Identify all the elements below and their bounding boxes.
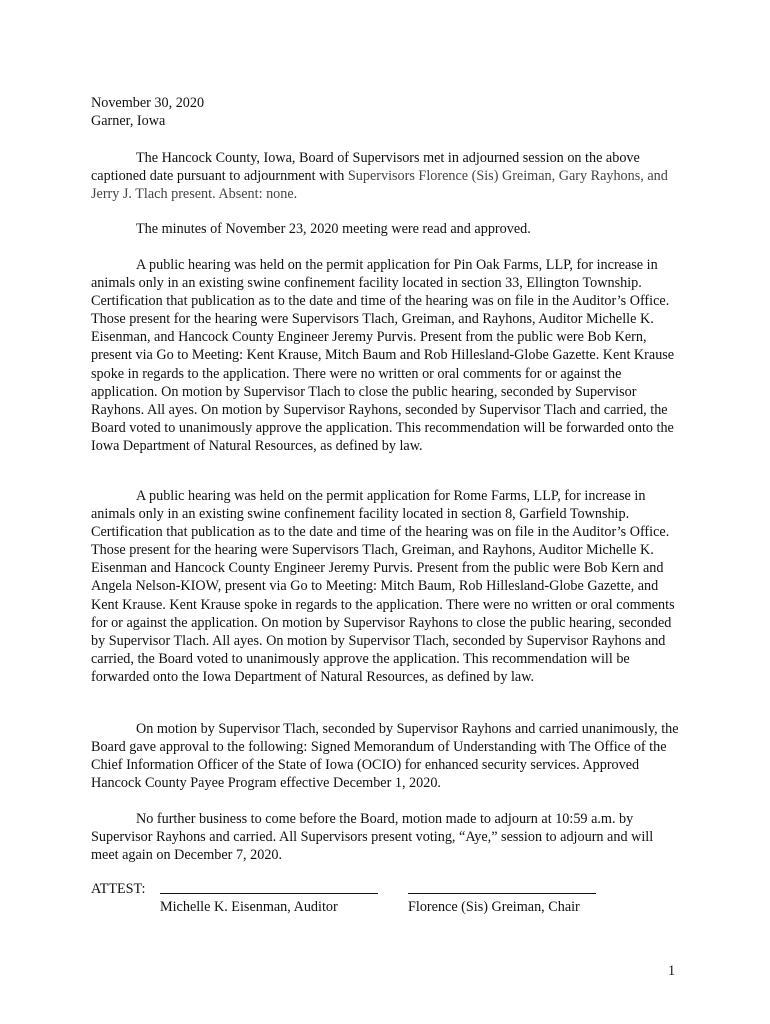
chair-name: Florence (Sis) Greiman, Chair: [408, 899, 580, 915]
opening-text: The Hancock County, Iowa, Board of Supervisors met in adjourned session on the above captioned date pursuant to adjournment with: [91, 150, 640, 185]
pin-oak-hearing-paragraph: A public hearing was held on the permit application for Pin Oak Farms, LLP, for increase in animals only in an existing swine confinement facility located in section 33, Ellington Township. Certification that publication as to the date and time of the hearing was on file in the Auditor’s Office. Those present for the hearing were Supervisors Tlach, Greiman, and Rayhons, Auditor Michelle K. Eisenman, and Hancock County Engineer Jeremy Purvis. Present from the public were Bob Kern, present via Go to Meeting: Kent Krause, Mitch Baum and Rob Hillesland-Globe Gazette. Kent Krause spoke in regards to the application. There were no written or oral comments for or against the application. On motion by Supervisor Tlach to close the public hearing, seconded by Supervisor Rayhons. All ayes. On motion by Supervisor Rayhons, seconded by Supervisor Tlach and carried, the Board voted to unanimously approve the application. This recommendation will be forwarded onto the Iowa Department of Natural Resources, as defined by law.: [91, 257, 675, 454]
meeting-date: November 30, 2020: [91, 95, 205, 111]
rome-hearing-paragraph: A public hearing was held on the permit application for Rome Farms, LLP, for increase in animals only in an existing swine confinement facility located in section 8, Garfield Township. Certification that publication as to the date and time of the hearing was on file in the Auditor’s Office. Those present for the hearing were Supervisors Tlach, Greiman, and Rayhons, Auditor Michelle K. Eisenman and Hancock County Engineer Jeremy Purvis. Present from the public were Bob Kern and Angela Nelson-KIOW, present via Go to Meeting: Mitch Baum, Rob Hillesland-Globe Gazette, and Kent Krause. Kent Krause spoke in regards to the application. There were no written or oral comments for or against the application. On motion by Supervisor Rayhons to close the public hearing, seconded by Supervisor Tlach. All ayes. On motion by Supervisor Tlach, seconded by Supervisor Rayhons and carried, the Board voted to unanimously approve the application. This recommendation will be forwarded onto the Iowa Department of Natural Resources, as defined by law.: [91, 488, 675, 685]
adjourn-paragraph: No further business to come before the Board, motion made to adjourn at 10:59 a.m. by Supervisor Rayhons and carried. All Supervisors present voting, “Aye,” session to adjourn and will meet again on December 7, 2020.: [91, 811, 654, 864]
document-header: [91, 94, 681, 130]
page-number: 1: [668, 963, 676, 979]
meeting-location: Garner, Iowa: [91, 113, 166, 130]
attendance-text: Supervisors Florence (Sis) Greiman, Gary Rayhons, and Jerry J. Tlach present. Absent: none.: [91, 168, 668, 203]
minutes-paragraph: The minutes of November 23, 2020 meeting were read and approved.: [136, 221, 531, 237]
chair-signature-line: [408, 893, 596, 894]
auditor-name: Michelle K. Eisenman, Auditor: [160, 899, 338, 915]
auditor-signature-line: [160, 893, 378, 894]
attest-label: ATTEST:: [91, 881, 146, 897]
approvals-paragraph: On motion by Supervisor Tlach, seconded by Supervisor Rayhons and carried unanimously, the Board gave approval to the following: Signed Memorandum of Understanding with The Office of the Chief Information Officer of the State of Iowa (OCIO) for enhanced security services. Approved Hancock County Payee Program effective December 1, 2020.: [91, 721, 679, 792]
opening-paragraph: [91, 149, 681, 203]
